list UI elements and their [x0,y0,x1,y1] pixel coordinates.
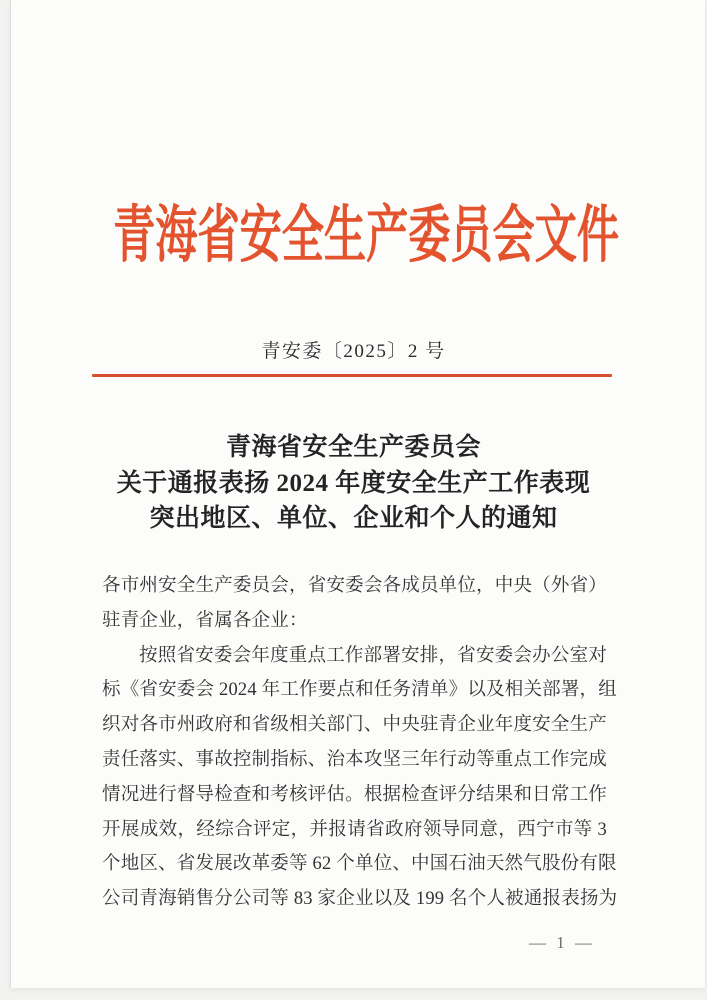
document-number: 青安委〔2025〕2 号 [261,341,446,362]
body-line: 责任落实、事故控制指标、治本攻坚三年行动等重点工作完成 [102,749,607,770]
notice-title [0,430,707,537]
notice-title-line-1: 青海省安全生产委员会 [225,434,481,461]
body-line: 公司青海销售分公司等 83 家企业以及 199 名个人被通报表扬为 [102,889,618,910]
body-line: 按照省安委会年度重点工作部署安排，省安委会办公室对 [139,645,607,666]
notice-body [102,569,618,917]
body-line: 标《省安委会 2024 年工作要点和任务清单》以及相关部署，组 [102,680,617,701]
page-number: — 1 — [529,933,595,952]
document-header-title: 青海省安全生产委员会文件 [113,202,620,270]
body-line: 驻青企业，省属各企业： [102,610,308,631]
body-line: 情况进行督导检查和考核评估。根据检查评分结果和日常工作 [102,784,607,805]
header-divider-line [92,374,612,377]
notice-title-line-3: 突出地区、单位、企业和个人的通知 [149,505,558,532]
body-line: 个地区、省发展改革委等 62 个单位、中国石油天然气股份有限 [102,854,617,875]
notice-title-line-2: 关于通报表扬 2024 年度安全生产工作表现 [116,469,591,497]
body-line: 各市州安全生产委员会，省安委会各成员单位，中央（外省） [102,576,607,596]
body-line: 织对各市州政府和省级相关部门、中央驻青企业年度安全生产 [102,715,607,736]
body-line: 开展成效，经综合评定，并报请省政府领导同意，西宁市等 3 [102,819,607,840]
